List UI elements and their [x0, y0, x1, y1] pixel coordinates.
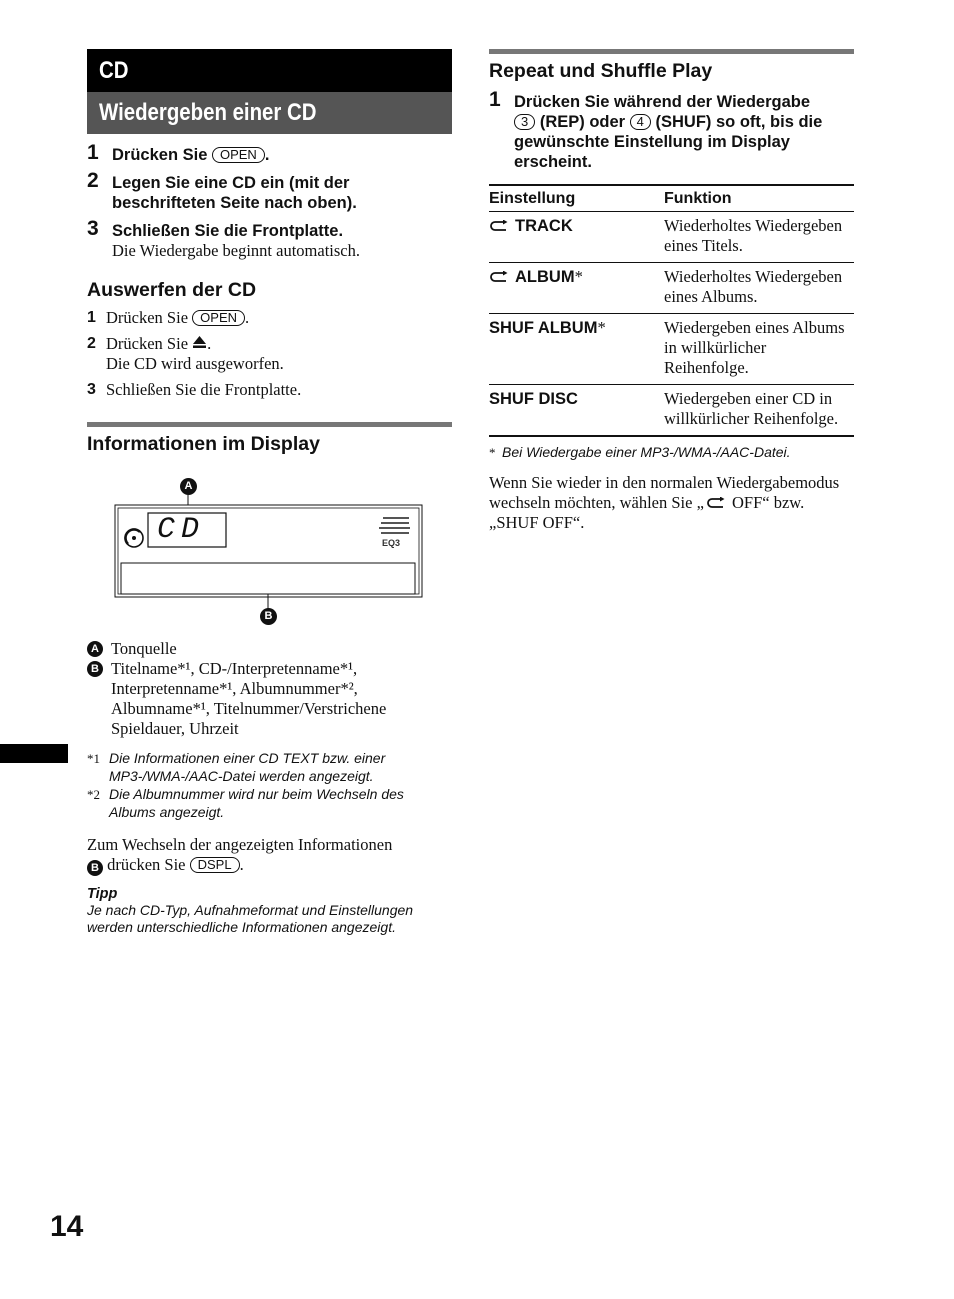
setting-name: SHUF ALBUM: [489, 319, 598, 337]
col-setting: Einstellung: [489, 185, 664, 212]
open-button-label: OPEN: [192, 310, 245, 326]
step-number: 1: [489, 88, 501, 111]
setting-function: Wiedergeben eines Albums in willkürlicher Reihenfolge.: [664, 314, 854, 385]
step-text-end: .: [245, 308, 250, 327]
section-subtitle: Wiedergeben einer CD: [99, 99, 317, 126]
step-text: Schließen Sie die Frontplatte.: [106, 380, 302, 399]
note-text-end: OFF“ bzw. „SHUF OFF“.: [489, 493, 805, 532]
eject-steps: [87, 308, 452, 400]
table-header: [489, 185, 854, 212]
repeat-step-1: [489, 88, 854, 172]
section-subtitle-banner: [87, 92, 452, 134]
rep-button-label: 3: [514, 114, 535, 130]
table-row: [489, 314, 854, 385]
switch-text-mid: drücken Sie: [103, 855, 190, 874]
section-banner: [87, 49, 452, 92]
setting-function: Wiederholtes Wiedergeben eines Albums.: [664, 263, 854, 314]
table-row: [489, 385, 854, 437]
settings-table: [489, 184, 854, 437]
display-footnotes: [87, 750, 452, 822]
play-steps: [87, 141, 452, 261]
footnote-text: Bei Wiedergabe einer MP3-/WMA-/AAC-Datei.: [502, 444, 791, 460]
table-row: [489, 212, 854, 263]
step-subtext: Die CD wird ausgeworfen.: [106, 354, 284, 373]
rep-label: (REP) oder: [535, 113, 630, 131]
dspl-button-label: DSPL: [190, 857, 240, 873]
eject-heading: Auswerfen der CD: [87, 279, 257, 301]
legend-callout-b: B: [87, 661, 103, 677]
eq-label: EQ3: [382, 538, 401, 548]
left-column: [87, 49, 452, 936]
footnote-mark: *: [489, 445, 496, 460]
setting-asterisk: *: [597, 318, 606, 337]
repeat-icon: [489, 220, 509, 232]
legend-b-text: Titelname*¹, CD-/Interpretenname*¹, Interpretenname*¹, Albumnummer*², Albumname*¹, Titelnummer/Verstrichene Spieldauer, Uhrzeit: [111, 659, 387, 738]
play-step-2: [87, 169, 452, 213]
repeat-icon: [706, 497, 726, 509]
shuf-label: (SHUF) so oft, bis die gewünschte Einstellung im Display erscheint.: [514, 113, 823, 171]
eject-step-1: [87, 308, 452, 328]
page-number: 14: [50, 1210, 84, 1243]
step-number: 3: [87, 381, 96, 398]
setting-function: Wiederholtes Wiedergeben eines Titels.: [664, 212, 854, 263]
footnote-mark: *1: [87, 751, 100, 766]
legend-a: [87, 639, 452, 659]
switch-text-end: .: [239, 855, 244, 874]
step-number: 1: [87, 141, 99, 164]
footnote-mark: *2: [87, 787, 100, 802]
step-number: 2: [87, 335, 96, 352]
display-info-heading: Informationen im Display: [87, 433, 320, 455]
play-step-3: [87, 217, 452, 261]
repeat-icon: [489, 271, 509, 283]
section-rule: [489, 49, 854, 54]
setting-name: SHUF DISC: [489, 390, 578, 408]
switch-info-paragraph: [87, 835, 452, 876]
step-text: Legen Sie eine CD ein (mit der beschrifteten Seite nach oben).: [112, 174, 357, 212]
step-number: 1: [87, 309, 96, 326]
tip-title: Tipp: [87, 886, 118, 902]
section-tab-marker: [0, 744, 68, 763]
eject-icon: [192, 335, 207, 349]
eject-step-3: [87, 380, 452, 400]
display-diagram: [87, 461, 452, 631]
legend-b: [87, 659, 452, 739]
display-legend: [87, 639, 452, 739]
step-text: Drücken Sie während der Wiedergabe: [514, 93, 811, 111]
setting-name: TRACK: [515, 217, 573, 235]
switch-callout-b: B: [87, 860, 103, 876]
step-text: Schließen Sie die Frontplatte.: [112, 222, 344, 240]
setting-name: ALBUM: [515, 268, 575, 286]
step-text-end: .: [207, 334, 212, 353]
section-rule: [87, 422, 452, 427]
disc-icon: [125, 529, 143, 547]
step-text: Drücken Sie: [106, 334, 193, 353]
play-step-1: [87, 141, 452, 165]
table-footnote: [489, 444, 854, 462]
right-column: [489, 49, 854, 533]
step-text: Drücken Sie: [106, 308, 193, 327]
step-number: 2: [87, 169, 99, 192]
section-title: CD: [99, 57, 129, 84]
setting-function: Wiedergeben einer CD in willkürlicher Reihenfolge.: [664, 385, 854, 437]
footnote-text: Die Informationen einer CD TEXT bzw. einer MP3-/WMA-/AAC-Datei werden angezeigt.: [109, 750, 386, 784]
lcd-readout: CD: [157, 513, 206, 547]
table-row: [489, 263, 854, 314]
col-function: Funktion: [664, 185, 854, 212]
repeat-heading: Repeat und Shuffle Play: [489, 60, 713, 82]
footnote-2: [87, 786, 452, 822]
step-text: Drücken Sie: [112, 146, 212, 164]
legend-callout-a: A: [87, 641, 103, 657]
step-subtext: Die Wiedergabe beginnt automatisch.: [112, 241, 360, 260]
note-text: Wenn Sie wieder in den normalen Wiedergabemodus wechseln möchten, wählen Sie „: [489, 473, 840, 512]
callout-a: A: [180, 478, 197, 495]
switch-text: Zum Wechseln der angezeigten Informationen: [87, 835, 393, 854]
open-button-label: OPEN: [212, 147, 265, 163]
shuf-button-label: 4: [630, 114, 651, 130]
legend-a-text: Tonquelle: [111, 639, 177, 658]
eject-step-2: [87, 334, 452, 374]
tip-text: Je nach CD-Typ, Aufnahmeformat und Einstellungen werden unterschiedliche Informationen angezeigt.: [87, 902, 414, 935]
step-text-end: .: [264, 146, 270, 164]
footnote-1: [87, 750, 452, 786]
callout-b: B: [260, 608, 277, 625]
setting-asterisk: *: [574, 267, 583, 286]
repeat-note: [489, 473, 854, 533]
step-number: 3: [87, 217, 99, 240]
footnote-text: Die Albumnummer wird nur beim Wechseln des Albums angezeigt.: [109, 786, 404, 820]
